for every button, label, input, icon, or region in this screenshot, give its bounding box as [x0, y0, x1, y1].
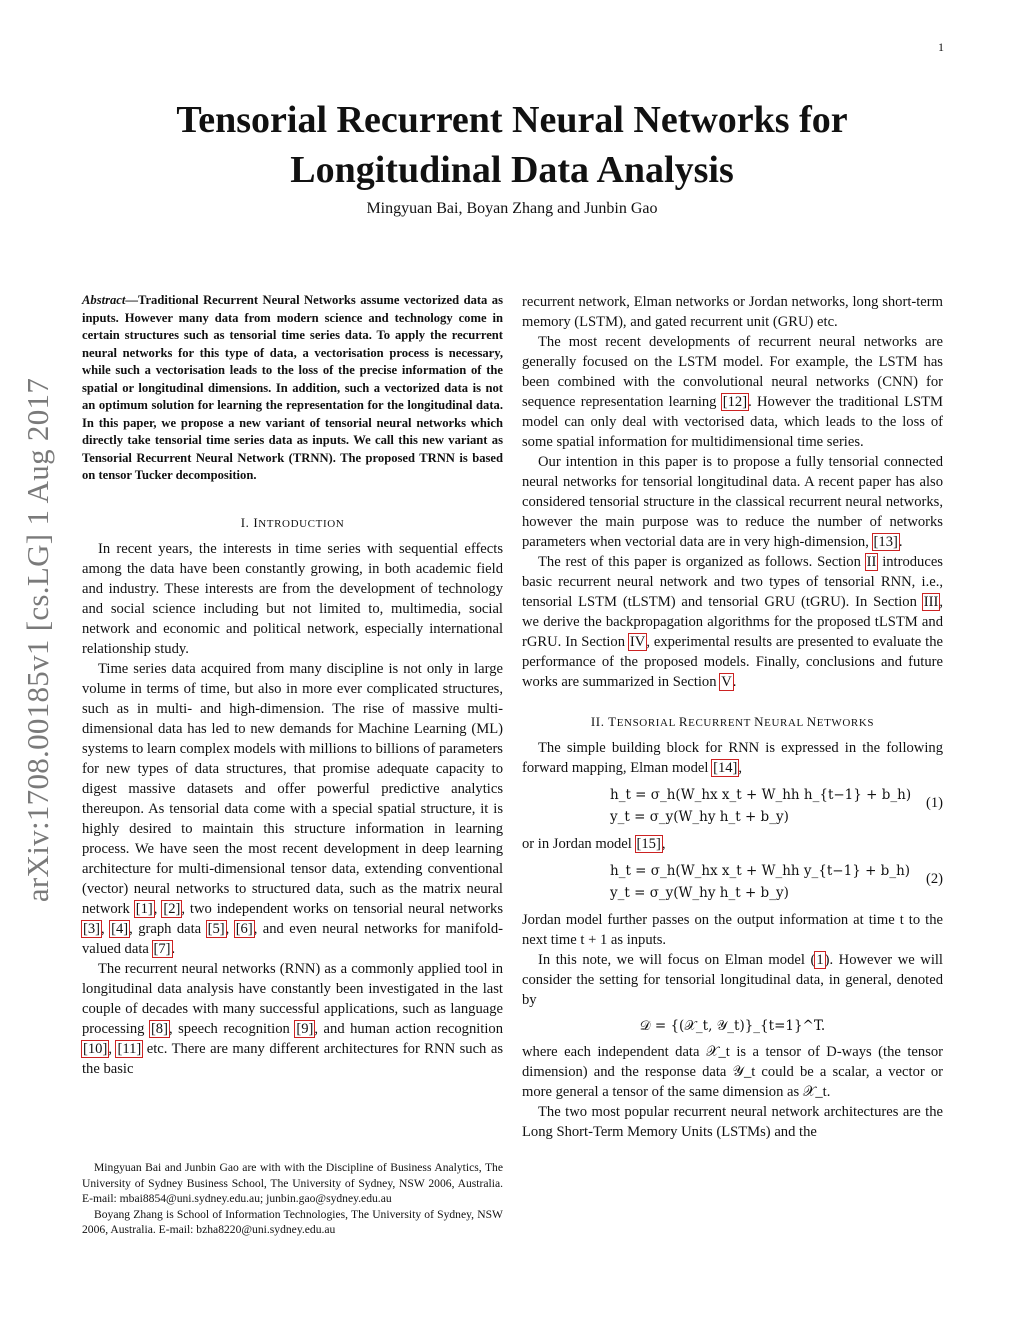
footnote-1: Mingyuan Bai and Junbin Gao are with with the Discipline of Business Analytics, The University of Sydney Business School, The University of Sydney, NSW 2006, Australia. E-mail: mbai8854@uni.sydney.edu.au; junbin.gao@sydney.edu.au — [82, 1161, 503, 1205]
citation-link[interactable]: [6] — [235, 920, 253, 937]
section1-number: I. I — [240, 514, 259, 530]
citation-link[interactable]: [11] — [117, 1040, 142, 1057]
section-heading-introduction — [82, 515, 503, 531]
citation-link[interactable]: [8] — [150, 1020, 168, 1037]
section-link[interactable]: V — [721, 674, 732, 690]
footnote-2: Boyang Zhang is School of Information Technologies, The University of Sydney, NSW 2006, Australia. E-mail: bzha8220@uni.sydney.edu.au — [82, 1207, 503, 1236]
right-paragraph-2: The most recent developments of recurrent neural networks are generally focused on the LSTM model. For example, the LSTM has been combined with the convolutional neural networks (CNN) for sequence representation learning [12]. However the traditional LSTM model can only deal with vectorised data, which leads to the loss of some spatial information for multidimensional time series. — [522, 334, 943, 450]
section-heading-tensorial-rnn: II. TENSORIAL RECURRENT NEURAL NETWORKS — [590, 714, 875, 729]
right-paragraph-1: recurrent network, Elman networks or Jordan networks, long short-term memory (LSTM), and gated recurrent unit (GRU) etc. — [522, 294, 943, 330]
citation-link[interactable]: [2] — [163, 900, 181, 917]
equation-1 — [522, 784, 943, 828]
abstract-text: —Traditional Recurrent Neural Networks assume vectorized data as inputs. However many data from modern science and technology come in certain structures such as tensorial time series data. To apply the recurrent neural networks for this type of data, a vectorisation process is necessary, while such a vectorisation leads to the loss of the precise information of the spatial or longitudinal dimensions. In addition, such a vectorized data is not an optimum solution for learning the representation for the longitudinal data. In this paper, we propose a new variant of tensorial neural networks which directly take tensorial time series data as inputs. We call this new variant as Tensorial Recurrent Neural Network (TRNN). The proposed TRNN is based on tensor Tucker decomposition. — [82, 293, 503, 482]
citation-link[interactable]: [14] — [713, 760, 738, 776]
citation-link[interactable]: [13] — [873, 534, 898, 550]
citation-link[interactable]: [12] — [722, 394, 748, 410]
title-line-1: Tensorial Recurrent Neural Networks for — [176, 99, 848, 141]
equation-2-number: (2) — [925, 871, 943, 887]
equation-1-line-1: h_t = σ_h(W_hx x_t + W_hh h_{t−1} + b_h) — [610, 787, 912, 803]
equation-1-number: (1) — [925, 795, 943, 811]
citation-link[interactable]: [15] — [636, 836, 661, 852]
right-paragraph-10: The two most popular recurrent neural network architectures are the Long Short-Term Memory Units (LSTMs) and the — [522, 1104, 943, 1140]
section1-title: NTRODUCTION — [258, 517, 345, 530]
section-link[interactable]: II — [866, 554, 877, 570]
intro-paragraph-1: In recent years, the interests in time series with sequential effects among the data have been constantly growing, in both academic field and industry. These interests are from the development of technology and social science including but not limited to, multimedia, social network and economic and political network, especially international relationship study. — [82, 540, 503, 657]
section-link[interactable]: III — [923, 594, 939, 610]
title-line-2: Longitudinal Data Analysis — [290, 149, 734, 191]
abstract — [82, 292, 503, 485]
paper-title — [60, 95, 964, 195]
right-paragraph-4: The rest of this paper is organized as follows. Section II introduces basic recurrent neural network and two types of tensorial RNN, i.e., tensorial LSTM (tLSTM) and tensorial GRU (tGRU). In Section III, we derive the backpropagation algorithms for the proposed tLSTM and rGRU. In Section IV, experimental results are presented to evaluate the performance of the proposed models. Finally, conclusions and future works are summarized in Section V. — [522, 554, 943, 690]
equation-3: 𝒟 = {(𝒳_t, 𝒴_t)}_{t=1}^T. — [639, 1018, 826, 1034]
right-paragraph-7: Jordan model further passes on the output information at time t to the next time t + 1 as inputs. — [522, 912, 943, 948]
citation-link[interactable]: [5] — [207, 920, 225, 937]
left-column — [82, 292, 503, 1079]
right-paragraph-8: In this note, we will focus on Elman model (1). However we will consider the setting for tensorial longitudinal data, in general, denoted by — [522, 952, 943, 1008]
citation-link[interactable]: [10] — [83, 1040, 108, 1057]
authors: Mingyuan Bai, Boyan Zhang and Junbin Gao — [366, 200, 658, 217]
citation-link[interactable]: [3] — [83, 920, 101, 937]
arxiv-stamp: arXiv:1708.00185v1 [cs.LG] 1 Aug 2017 — [20, 377, 55, 903]
section-link[interactable]: IV — [629, 634, 646, 650]
right-paragraph-3: Our intention in this paper is to propose a fully tensorial connected neural networks for tensorial longitudinal data. A recent paper has also considered tensorial structure in the classical recurrent neural networks, however the main purpose was to reduce the number of networks parameters when vectorial data are in very high-dimension, [13]. — [522, 454, 943, 550]
right-paragraph-6: or in Jordan model [15], — [522, 836, 666, 852]
equation-1-line-2: y_t = σ_y(W_hy h_t + b_y) — [610, 809, 789, 825]
right-column — [522, 292, 943, 1142]
equation-2 — [522, 860, 943, 904]
right-paragraph-5: The simple building block for RNN is expressed in the following forward mapping, Elman model [14], — [522, 740, 943, 776]
equation-2-line-1: h_t = σ_h(W_hx x_t + W_hh y_{t−1} + b_h) — [610, 863, 911, 879]
footnotes — [82, 1160, 503, 1238]
citation-link[interactable]: [4] — [111, 920, 129, 937]
equation-link[interactable]: 1 — [816, 952, 824, 968]
citation-link[interactable]: [9] — [296, 1020, 314, 1037]
intro-paragraph-3: The recurrent neural networks (RNN) as a commonly applied tool in longitudinal data analysis have constantly been investigated in the last couple of decades with many successful applications, such as language processing [8], speech recognition [9], and human action recognition [10], [11] etc. There are many different architectures for RNN such as the basic — [82, 960, 503, 1077]
page-number: 1 — [938, 40, 944, 54]
intro-paragraph-2: Time series data acquired from many discipline is not only in large volume in terms of time, but also in more ever complicated structures, such as in multi- and high-dimension. The rise of massive multi-dimensional data has led to new demands for Machine Learning (ML) systems to learn complex models with millions to billions of parameters for new types of data structures, that promise adequate capacity to digest massive datasets and offer powerful predictive analytics thereupon. As tensorial data come with a special spatial structure, it is highly desired to maintain this structure information in learning process. We have seen the most recent development in deep learning architecture for multi-dimensional tensor data, extending conventional (vector) neural networks to structured data, such as the matrix neural network [1], [2], two independent works on tensorial neural networks [3], [4], graph data [5], [6], and even neural networks for manifold-valued data [7]. — [82, 660, 504, 957]
right-paragraph-9: where each independent data 𝒳_t is a tensor of D-ways (the tensor dimension) and the response data 𝒴_t could be a scalar, a vector or more general a tensor of the same dimension as 𝒳_t. — [522, 1044, 943, 1100]
citation-link[interactable]: [1] — [135, 900, 153, 917]
abstract-lead: Abstract — [82, 293, 126, 307]
equation-2-line-2: y_t = σ_y(W_hy h_t + b_y) — [610, 885, 789, 901]
citation-link[interactable]: [7] — [153, 940, 171, 957]
